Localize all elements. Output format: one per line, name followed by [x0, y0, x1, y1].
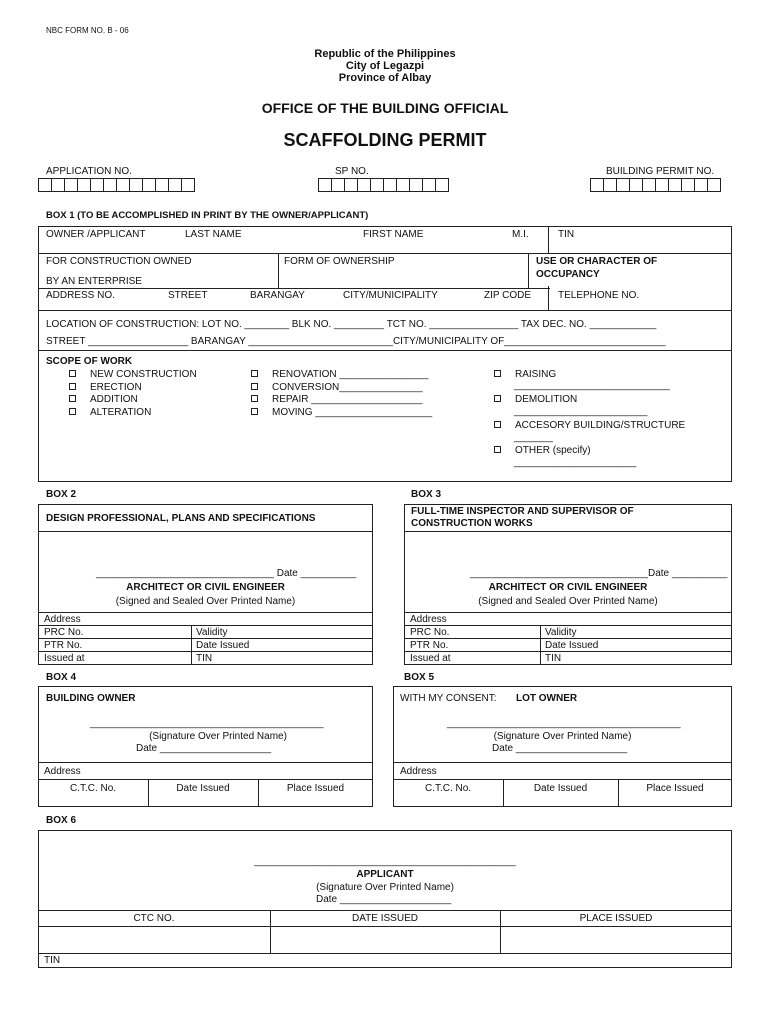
zip-code-label: ZIP CODE [484, 290, 532, 301]
box3-label: BOX 3 [411, 489, 442, 500]
checkbox-icon [69, 370, 76, 377]
scope-raising-blank: ____________________________ [514, 380, 670, 391]
application-no-label: APPLICATION NO. [46, 166, 132, 177]
box6-tin: TIN [44, 955, 61, 966]
form-number: NBC FORM NO. B - 06 [46, 26, 129, 35]
owner-applicant-label: OWNER /APPLICANT [46, 229, 146, 240]
by-enterprise-label: BY AN ENTERPRISE [46, 276, 142, 287]
location-line: LOCATION OF CONSTRUCTION: LOT NO. ________ BLK NO. _________ TCT NO. ________________ TAX DEC. NO. ____________ [46, 319, 657, 330]
box5-date: Date ____________________ [492, 743, 628, 754]
barangay-label: BARANGAY [250, 290, 305, 301]
form-of-ownership-label: FORM OF OWNERSHIP [284, 256, 395, 267]
box4-signature-line: __________________________________________ [90, 718, 324, 729]
box5-note: (Signature Over Printed Name) [493, 731, 632, 742]
first-name-label: FIRST NAME [363, 229, 424, 240]
box3-role: ARCHITECT OR CIVIL ENGINEER [488, 582, 648, 593]
box3-prc: PRC No. [410, 627, 450, 638]
box5-consent: WITH MY CONSENT: [400, 693, 497, 704]
scope-conversion[interactable]: CONVERSION_______________ [251, 382, 423, 393]
checkbox-icon [251, 370, 258, 377]
box2-signature-date: ________________________________ Date __________ [96, 568, 357, 579]
box6-applicant: APPLICANT [356, 869, 414, 880]
box6-label: BOX 6 [46, 815, 77, 826]
street-line: STREET __________________ BARANGAY __________________________CITY/MUNICIPALITY OF_____________________________ [46, 336, 666, 347]
scope-title: SCOPE OF WORK [46, 356, 133, 367]
checkbox-icon [494, 370, 501, 377]
sp-no-field[interactable] [318, 178, 448, 194]
scope-other-blank: ______________________ [514, 457, 637, 468]
box2-prc: PRC No. [44, 627, 84, 638]
box5-date-issued: Date Issued [533, 783, 588, 794]
checkbox-icon [251, 408, 258, 415]
box3-title-line2: CONSTRUCTION WORKS [411, 518, 533, 529]
box2-role: ARCHITECT OR CIVIL ENGINEER [126, 582, 285, 593]
city-municipality-label: CITY/MUNICIPALITY [343, 290, 438, 301]
box2-tin: TIN [196, 653, 213, 664]
scope-accessory-blank: _______ [514, 432, 553, 443]
box1-title: BOX 1 (TO BE ACCOMPLISHED IN PRINT BY THE OWNER/APPLICANT) [46, 210, 369, 221]
box3-date-issued: Date Issued [545, 640, 599, 651]
box2-address: Address [44, 614, 81, 625]
header-republic: Republic of the Philippines [314, 48, 456, 60]
header-city: City of Legazpi [345, 60, 425, 72]
sp-no-label: SP NO. [335, 166, 369, 177]
box3-title-line1: FULL-TIME INSPECTOR AND SUPERVISOR OF [411, 506, 634, 517]
box5-address: Address [400, 766, 437, 777]
box6-date-issued: DATE ISSUED [352, 913, 418, 924]
box6-signature-line: _______________________________________________ [254, 856, 516, 867]
checkbox-icon [69, 395, 76, 402]
application-no-field[interactable] [38, 178, 194, 194]
checkbox-icon [494, 395, 501, 402]
use-character-label: USE OR CHARACTER OF [536, 256, 658, 267]
scope-new-construction[interactable]: NEW CONSTRUCTION [69, 369, 197, 380]
box3-signature-date: ________________________________Date __________ [470, 568, 728, 579]
scope-addition[interactable]: ADDITION [69, 394, 138, 405]
scope-alteration[interactable]: ALTERATION [69, 407, 151, 418]
box4-place-issued: Place Issued [286, 783, 345, 794]
tin-label: TIN [558, 229, 575, 240]
telephone-no-label: TELEPHONE NO. [558, 290, 640, 301]
street-label: STREET [168, 290, 208, 301]
box6-ctc: CTC NO. [133, 913, 175, 924]
box4-address: Address [44, 766, 81, 777]
page-title: SCAFFOLDING PERMIT [283, 130, 487, 150]
box5-place-issued: Place Issued [646, 783, 704, 794]
occupancy-label: OCCUPANCY [536, 269, 600, 280]
checkbox-icon [251, 383, 258, 390]
box6-place-issued: PLACE ISSUED [579, 913, 653, 924]
checkbox-icon [494, 446, 501, 453]
last-name-label: LAST NAME [185, 229, 242, 240]
box4-note: (Signature Over Printed Name) [149, 731, 287, 742]
checkbox-icon [69, 408, 76, 415]
box3-ptr: PTR No. [410, 640, 449, 651]
checkbox-icon [251, 395, 258, 402]
office-title: OFFICE OF THE BUILDING OFFICIAL [261, 100, 509, 116]
box5-ctc: C.T.C. No. [424, 783, 472, 794]
box3-address: Address [410, 614, 447, 625]
box4-date: Date ____________________ [136, 743, 272, 754]
box2-date-issued: Date Issued [196, 640, 250, 651]
box6-note: (Signature Over Printed Name) [316, 882, 454, 893]
box2-title: DESIGN PROFESSIONAL, PLANS AND SPECIFICATIONS [46, 513, 316, 524]
box4-date-issued: Date Issued [176, 783, 230, 794]
box4-title: BUILDING OWNER [46, 693, 136, 704]
for-construction-owned-label: FOR CONSTRUCTION OWNED [46, 256, 192, 267]
box5-lot-owner: LOT OWNER [516, 693, 578, 704]
box4-ctc: C.T.C. No. [69, 783, 117, 794]
scope-demolition-blank: ________________________ [514, 406, 648, 417]
box2-issued-at: Issued at [44, 653, 85, 664]
scope-demolition[interactable]: DEMOLITION [494, 394, 577, 405]
box3-issued-at: Issued at [410, 653, 451, 664]
box2-ptr: PTR No. [44, 640, 83, 651]
building-permit-no-field[interactable] [590, 178, 720, 194]
scope-raising[interactable]: RAISING [494, 369, 556, 380]
scope-moving[interactable]: MOVING _____________________ [251, 407, 432, 418]
mi-label: M.I. [512, 229, 529, 240]
scope-other[interactable]: OTHER (specify) [494, 445, 591, 456]
box3-tin: TIN [545, 653, 562, 664]
box5-signature-line: __________________________________________ [447, 718, 681, 729]
scope-accessory[interactable]: ACCESORY BUILDING/STRUCTURE [494, 420, 685, 431]
checkbox-icon [69, 383, 76, 390]
scope-repair[interactable]: REPAIR ____________________ [251, 394, 423, 405]
box3-validity: Validity [545, 627, 577, 638]
checkbox-icon [494, 421, 501, 428]
building-permit-no-label: BUILDING PERMIT NO. [606, 166, 715, 177]
box3-note: (Signed and Sealed Over Printed Name) [478, 596, 658, 607]
box2-note: (Signed and Sealed Over Printed Name) [115, 596, 296, 607]
box6-date: Date ____________________ [316, 894, 452, 905]
scope-erection[interactable]: ERECTION [69, 382, 142, 393]
box4-label: BOX 4 [46, 672, 77, 683]
box2-validity: Validity [196, 627, 228, 638]
box5-label: BOX 5 [404, 672, 435, 683]
address-no-label: ADDRESS NO. [46, 290, 115, 301]
header-province: Province of Albay [338, 72, 432, 84]
box2-label: BOX 2 [46, 489, 77, 500]
scope-renovation[interactable]: RENOVATION ________________ [251, 369, 428, 380]
